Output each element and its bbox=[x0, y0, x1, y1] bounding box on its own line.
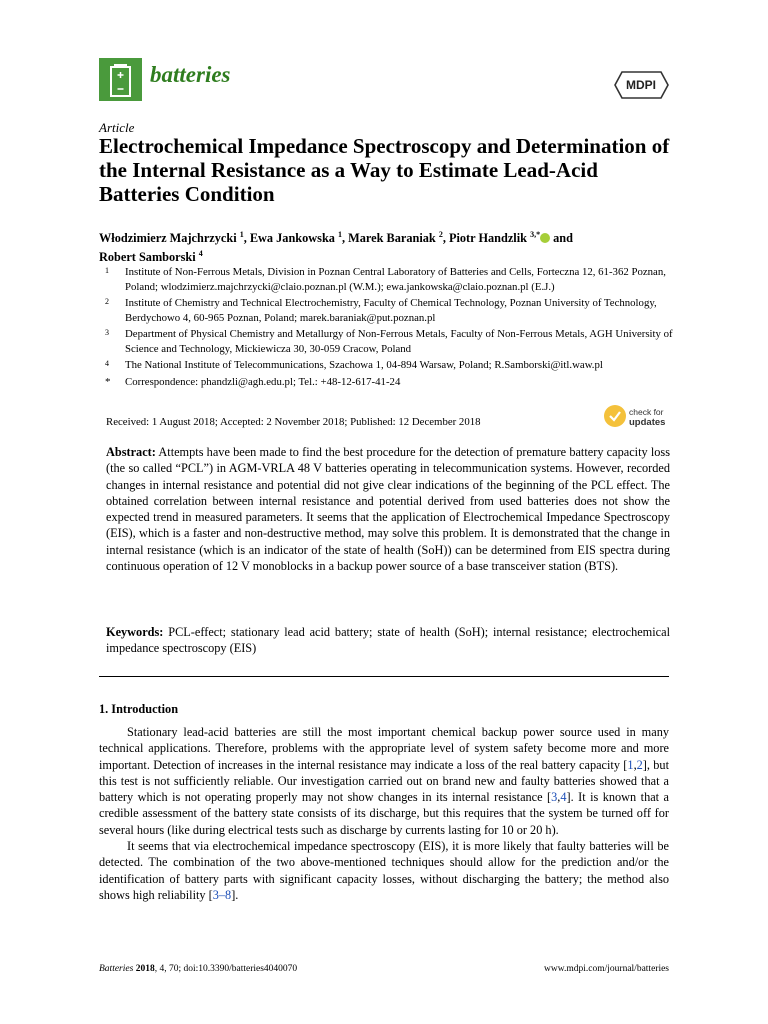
citation-link[interactable]: 3–8 bbox=[212, 887, 232, 902]
paragraph bbox=[99, 838, 669, 903]
citation-separator: , bbox=[557, 790, 561, 805]
affiliation-text: Institute of Chemistry and Technical Electrochemistry, Faculty of Chemical Technology, Poznan University of Technology, Berdychowo 4, 60-965 Poznan, Poland; marek.baraniak@put.poznan.pl bbox=[125, 297, 657, 324]
citation-separator: , bbox=[633, 757, 637, 772]
citation-link[interactable]: 4 bbox=[560, 790, 567, 805]
author-name[interactable]: Piotr Handzlik bbox=[448, 231, 527, 246]
paragraph-text: ]. It is known that a credible assessment of the battery state consists of its discharge, but this requires that the system be turned off for several hours (like during electrical tests such as discharge by currents lasting for 10 or 20 h). bbox=[99, 790, 669, 837]
correspondence-item bbox=[99, 375, 674, 390]
author-affil-mark: 1 bbox=[338, 230, 343, 239]
affiliation-mark: 4 bbox=[105, 359, 109, 368]
affiliation-list bbox=[99, 265, 674, 391]
affiliation-mark: * bbox=[105, 375, 111, 388]
affiliation-item bbox=[99, 265, 674, 294]
check-updates-icon bbox=[604, 405, 626, 427]
section-heading: 1. Introduction bbox=[99, 702, 179, 716]
section-divider bbox=[99, 676, 669, 677]
footer-url[interactable]: www.mdpi.com/journal/batteries bbox=[544, 964, 669, 974]
check-updates-line1: check for bbox=[629, 407, 664, 417]
affiliation-mark: 3 bbox=[105, 328, 109, 337]
paragraph-text: ], but this test is not sufficiently reliable. Our investigation carried out on brand new and faulty batteries showed that a battery which is not operating properly may not show changes in its internal resistance [ bbox=[99, 757, 669, 805]
battery-logo-icon bbox=[99, 58, 142, 101]
affiliation-mark: 2 bbox=[105, 297, 109, 306]
abstract bbox=[106, 444, 670, 574]
affiliation-item bbox=[99, 358, 674, 373]
affiliation-item bbox=[99, 327, 674, 356]
keywords-label: Keywords: bbox=[106, 625, 164, 639]
abstract-text: Attempts have been made to find the best procedure for the detection of premature battery capacity loss (the so called “PCL”) in AGM-VRLA 48 V batteries operating in telecommunication systems. However, recorded changes in internal resistance and potential did not give clear indications of the beginning of the PCL effect. The obtained correlation between internal resistance and potential derived from used batteries does not show the expected trend in measured parameters. It seems that the application of Electrochemical Impedance Spectroscopy (EIS), which is a faster and non-destructive method, may solve this problem. It is demonstrated that the change in internal resistance (which is an indicator of the state of health (SoH)) can be determined from EIS spectra during continuous operation of 12 V monoblocks in a backup power source of a base transceiver station (BTS). bbox=[106, 445, 670, 574]
author-affil-mark: 4 bbox=[198, 249, 203, 259]
keywords bbox=[106, 624, 670, 657]
affiliation-text: Institute of Non-Ferrous Metals, Division in Poznan Central Laboratory of Batteries and Cells, Forteczna 12, 61-362 Poznan, Poland; wlodzimierz.majchrzycki@claio.poznan.pl (W.M.); ewa.jankowska@claio.poznan.pl (E.J.) bbox=[125, 266, 666, 293]
author-affil-mark: 1 bbox=[239, 230, 244, 239]
citation-link[interactable]: 3 bbox=[551, 790, 558, 805]
paragraph-text: It seems that via electrochemical impedance spectroscopy (EIS), it is more likely that faulty batteries will be detected. The combination of the two above-mentioned techniques should allow for the prediction and/or the identification of battery parts with significant capacity losses, without discharging the battery; the method also shows high reliability [ bbox=[99, 839, 669, 902]
author-name[interactable]: Włodzimierz Majchrzycki bbox=[99, 231, 237, 246]
author-name[interactable]: Ewa Jankowska bbox=[249, 231, 335, 246]
publisher-name: MDPI bbox=[626, 78, 656, 92]
paragraph-text: Stationary lead-acid batteries are still the most important chemical backup power source used in many technical applications. Therefore, problems with the appropriate level of system safety become more and more important. Detection of increases in the internal resistance may indicate a loss of the real battery capacity [ bbox=[99, 725, 669, 772]
author-conjunction: and bbox=[553, 231, 573, 246]
author-name[interactable]: Robert Samborski bbox=[99, 250, 196, 265]
author-name[interactable]: Marek Baraniak bbox=[348, 231, 436, 246]
affiliation-text: Department of Physical Chemistry and Metallurgy of Non-Ferrous Metals, Faculty of Non-Ferrous Metals, AGH University of Science and Technology, Mickiewicza 30, 30-059 Cracow, Poland bbox=[125, 328, 673, 355]
check-updates-line2: updates bbox=[629, 417, 666, 428]
author-list: Włodzimierz Majchrzycki $^1$, Ewa Jankowska $^1$, Marek Baraniak $^2$, Piotr Handzlik $^{3,*}$ and Robert Samborski $^4$ bbox=[99, 230, 573, 265]
citation-link[interactable]: 1 bbox=[627, 757, 634, 772]
citation-link[interactable]: 2 bbox=[636, 757, 643, 772]
paragraph bbox=[99, 724, 669, 838]
affiliation-item bbox=[99, 296, 674, 325]
footer-citation bbox=[99, 964, 297, 974]
correspondence-text: Correspondence: phandzli@agh.edu.pl; Tel.: +48-12-617-41-24 bbox=[125, 375, 401, 388]
footer-year: 2018 bbox=[135, 964, 155, 974]
paper-title: Electrochemical Impedance Spectroscopy and Determination of the Internal Resistance as a Way to Estimate Lead-Acid Batteries Condition bbox=[99, 134, 670, 206]
affiliation-mark: 1 bbox=[105, 266, 109, 275]
introduction-body bbox=[99, 724, 669, 903]
orcid-icon[interactable] bbox=[540, 233, 550, 243]
footer-journal: Batteries bbox=[99, 964, 134, 974]
journal-name: batteries bbox=[150, 62, 231, 87]
paragraph-text: ]. bbox=[231, 887, 239, 902]
publication-dates: Received: 1 August 2018; Accepted: 2 November 2018; Published: 12 December 2018 bbox=[106, 416, 481, 428]
abstract-label: Abstract: bbox=[106, 445, 156, 459]
author-affil-mark: 2 bbox=[438, 230, 443, 239]
author-affil-mark: 3,* bbox=[530, 230, 541, 239]
affiliation-text: The National Institute of Telecommunications, Szachowa 1, 04-894 Warsaw, Poland; R.Samborski@itl.waw.pl bbox=[125, 359, 603, 371]
article-type: Article bbox=[99, 120, 135, 135]
footer-doi: , 4, 70; doi:10.3390/batteries4040070 bbox=[154, 964, 298, 974]
keywords-text: PCL-effect; stationary lead acid battery; state of health (SoH); internal resistance; electrochemical impedance spectroscopy (EIS) bbox=[106, 625, 670, 656]
check-for-updates-badge[interactable] bbox=[604, 405, 672, 431]
